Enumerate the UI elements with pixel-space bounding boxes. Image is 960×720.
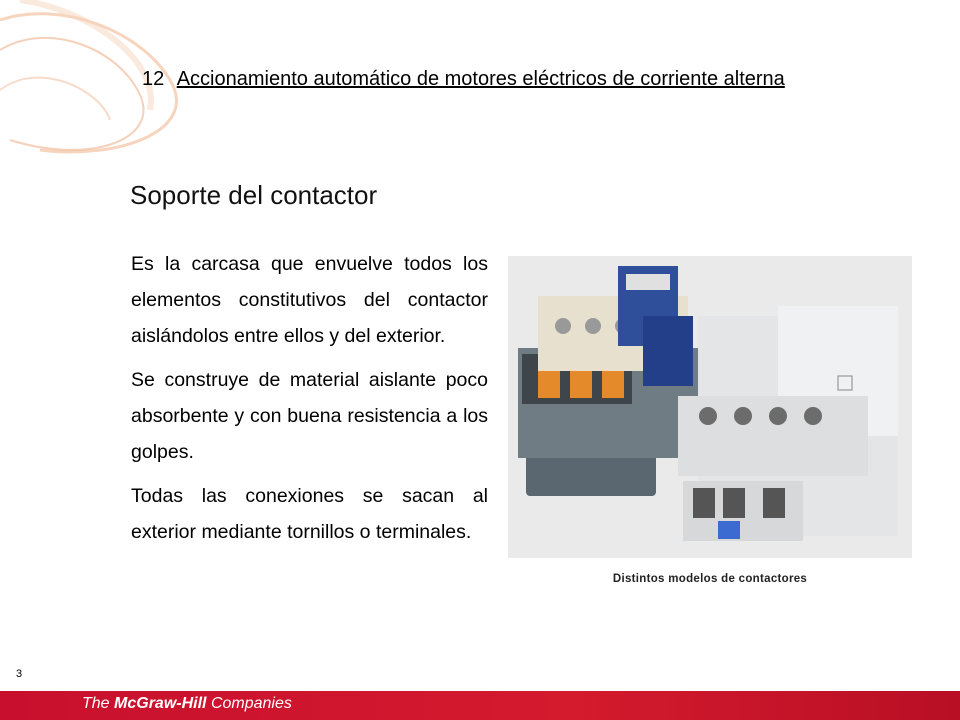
logo-brand: McGraw-Hill	[114, 695, 207, 712]
paragraph: Todas las conexiones se sacan al exterior mediante tornillos o terminales.	[131, 485, 488, 543]
figure-caption: Distintos modelos de contactores	[612, 573, 808, 585]
footer-bar	[0, 691, 960, 720]
chapter-title: Accionamiento automático de motores eléctricos de corriente alterna	[176, 68, 785, 90]
publisher-logo	[82, 695, 292, 713]
paragraph: Es la carcasa que envuelve todos los elementos constitutivos del contactor aislándolos entre ellos y del exterior.	[131, 253, 488, 347]
paragraph: Se construye de material aislante poco absorbente y con buena resistencia a los golpes.	[131, 369, 488, 463]
section-title: Soporte del contactor	[130, 180, 378, 210]
logo-companies: Companies	[210, 695, 292, 712]
contactors-illustration	[508, 256, 912, 558]
chapter-number: 12	[142, 68, 165, 90]
logo-the: The	[82, 695, 110, 712]
chapter-header	[142, 68, 785, 91]
contactors-photo	[508, 256, 912, 558]
body-text	[131, 246, 488, 558]
page-number: 3	[16, 668, 23, 680]
